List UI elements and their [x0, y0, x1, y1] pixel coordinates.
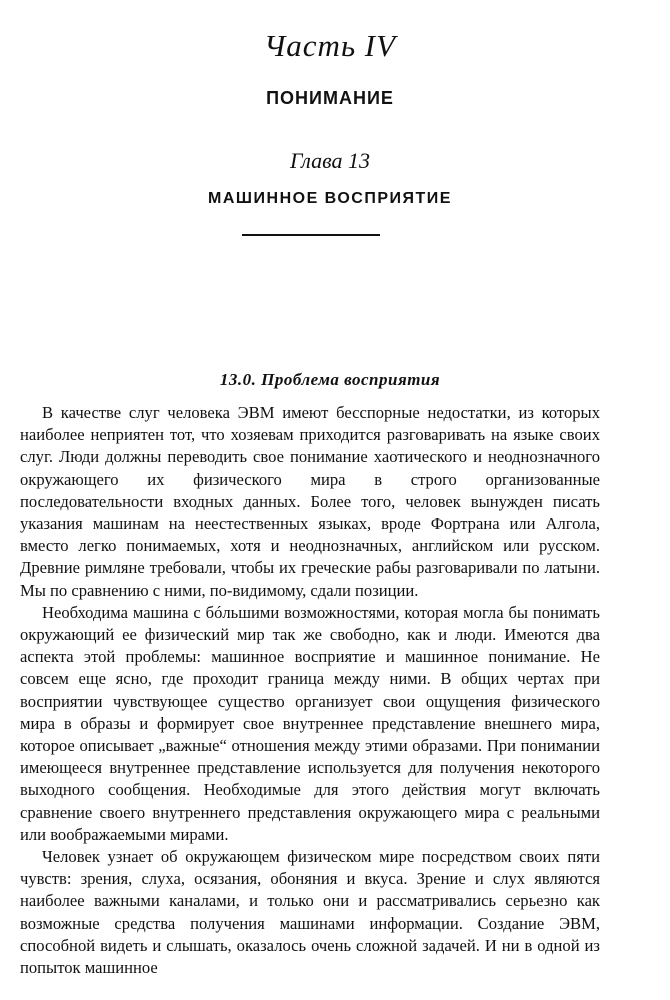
- part-name: ПОНИМАНИЕ: [266, 88, 394, 108]
- part-title: Часть IV: [263, 28, 397, 63]
- body-text: [20, 402, 600, 979]
- chapter-title: Глава 13: [289, 148, 371, 173]
- section-title: 13.0. Проблема восприятия: [219, 370, 441, 389]
- book-page: [20, 0, 600, 1000]
- chapter-divider: [242, 234, 380, 236]
- paragraph: Человек узнает об окружающем физическом мире посредством своих пяти чувств: зрения, слуха, осязания, обоняния и вкуса. Зрение и слух являются наиболее важными каналами, и только они и рассматривались серьезно как возможные средства получения машинами информации. Создание ЭВМ, способной видеть и слышать, оказалось очень сложной задачей. И ни в одной из попыток машинное: [20, 847, 600, 978]
- chapter-name: МАШИННОЕ ВОСПРИЯТИЕ: [208, 190, 452, 207]
- paragraph: Необходима машина с бóльшими возможностями, которая могла бы понимать окружающий ее физический мир так же свободно, как и люди. Имеются два аспекта этой проблемы: машинное восприятие и машинное понимание. Не совсем еще ясно, где проходит граница между ними. В общих чертах при восприятии чувствующее существо организует свои ощущения физического мира в образы и формирует свое внутреннее представление внешнего мира, которое описывает „важные“ отношения между этими образами. При понимании имеющееся внутреннее представление используется для получения некоторого выходного сообщения. Необходимые для этого действия могут включать сравнение своего внутреннего представления окружающего мира с реальными или воображаемыми мирами.: [20, 602, 600, 844]
- paragraph: В качестве слуг человека ЭВМ имеют бесспорные недостатки, из которых наиболее неприятен тот, что хозяевам приходится разговаривать на языке своих слуг. Люди должны переводить свое понимание хаотического и неоднозначного окружающего их физического мира в строго организованные последовательности входных данных. Более того, человек вынужден писать указания машинам на неестественных языках, вроде Фортрана или Алгола, вместо легко понимаемых, хотя и неоднозначных, английском или русском. Древние римляне требовали, чтобы их греческие рабы разговаривали по латыни. Мы по сравнению с ними, по-видимому, сдали позиции.: [20, 403, 600, 600]
